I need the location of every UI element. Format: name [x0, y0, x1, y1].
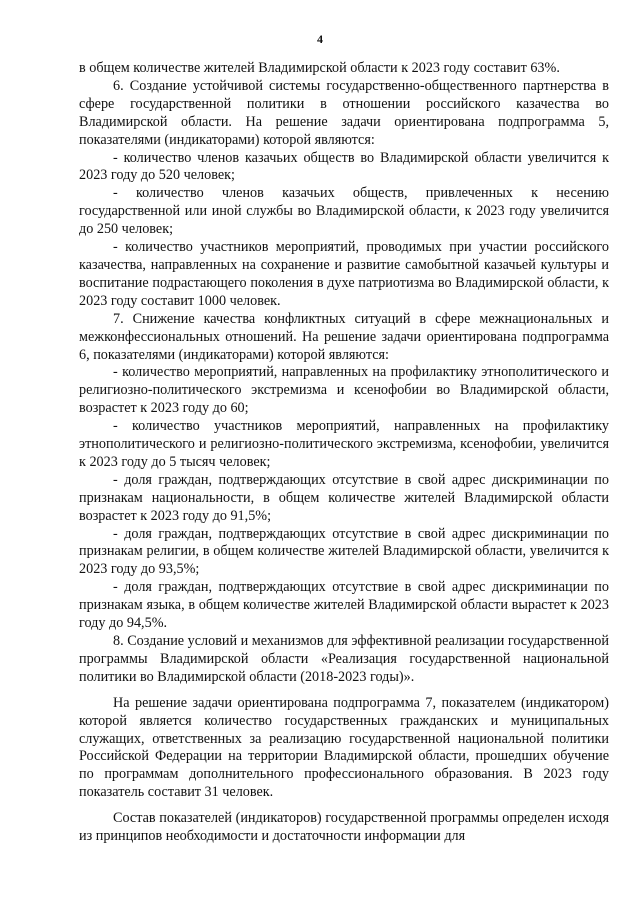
document-body: [79, 60, 609, 846]
list-item-indicator: - доля граждан, подтверждающих отсутствие в свой адрес дискриминации по признакам национальности, в общем количестве жителей Владимирской области возрастет к 2023 году до 91,5%;: [79, 471, 609, 524]
paragraph-continuation: в общем количестве жителей Владимирской области к 2023 году составит 63%.: [79, 60, 560, 76]
paragraph-subprogram-7: На решение задачи ориентирована подпрограмма 7, показателем (индикатором) которой является количество государственных гражданских и муниципальных служащих, ответственных за реализацию государственной национальной политики Российской Федерации на территории Владимирской области, прошедших обучение по программам дополнительного профессионального образования. В 2023 году показатель составит 31 человек.: [79, 694, 609, 801]
list-item-indicator: - количество мероприятий, направленных на профилактику этнополитического и религиозно-политического экстремизма и ксенофобии во Владимирской области, возрастет к 2023 году до 60;: [79, 364, 609, 417]
paragraph-task-8: 8. Создание условий и механизмов для эффективной реализации государственной программы Владимирской области «Реализация государственной национальной политики во Владимирской области (2018-2023 годы)».: [79, 633, 609, 685]
paragraph-indicators-composition: Состав показателей (индикаторов) государственной программы определен исходя из принципов необходимости и достаточности информации для: [79, 810, 609, 845]
list-item-indicator: - количество участников мероприятий, направленных на профилактику этнополитического и религиозно-политического экстремизма, ксенофобии, увеличится к 2023 году до 5 тысяч человек;: [79, 418, 609, 470]
list-item-indicator: - доля граждан, подтверждающих отсутствие в свой адрес дискриминации по признакам языка, в общем количестве жителей Владимирской области вырастет к 2023 году до 94,5%.: [79, 579, 609, 632]
list-item-indicator: - количество членов казачьих обществ, привлеченных к несению государственной или иной службы во Владимирской области, к 2023 году увеличится до 250 человек;: [79, 185, 609, 238]
paragraph-task-7: 7. Снижение качества конфликтных ситуаций в сфере межнациональных и межконфессиональных отношений. На решение задачи ориентирована подпрограмма 6, показателями (индикаторами) которой являются:: [79, 310, 609, 363]
list-item-indicator: - доля граждан, подтверждающих отсутствие в свой адрес дискриминации по признакам религии, в общем количестве жителей Владимирской области, увеличится к 2023 году до 93,5%;: [79, 525, 609, 578]
list-item-indicator: - количество участников мероприятий, проводимых при участии российского казачества, направленных на сохранение и развитие самобытной казачьей культуры и воспитание подрастающего поколения в духе патриотизма во Владимирской области, к 2023 году составит 1000 человек.: [79, 239, 609, 309]
list-item-indicator: - количество членов казачьих обществ во Владимирской области увеличится к 2023 году до 520 человек;: [79, 149, 609, 184]
paragraph-task-6: 6. Создание устойчивой системы государственно-общественного партнерства в сфере государственной политики в отношении российского казачества во Владимирской области. На решение задачи ориентирована подпрограмма 5, показателями (индикаторами) которой являются:: [79, 77, 609, 148]
page-number: 4: [317, 32, 323, 46]
